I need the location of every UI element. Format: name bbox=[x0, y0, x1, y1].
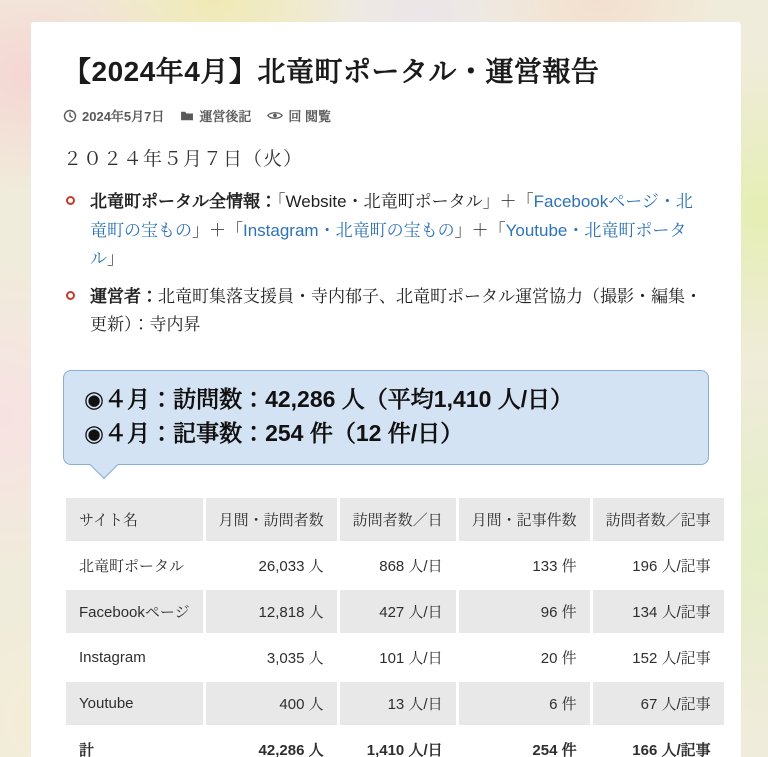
portal-info-seg1: 「Website・北竜町ポータル」＋「 bbox=[277, 192, 534, 211]
category-label: 運営後記 bbox=[199, 109, 252, 124]
table-row-facebook bbox=[66, 590, 724, 633]
callout-line-visits: ◉４月：訪問数：42,286 人（平均1,410 人/日） bbox=[84, 385, 574, 412]
table-cell: 133 件 bbox=[459, 544, 590, 587]
youtube-link[interactable]: Youtube・北竜町ポータル bbox=[90, 220, 687, 269]
post-meta bbox=[63, 106, 709, 125]
published-date-label: 2024年5月7日 bbox=[82, 109, 165, 124]
portal-info-seg2: 」＋「 bbox=[192, 220, 243, 240]
table-header-row bbox=[66, 498, 724, 541]
table-cell: 6 件 bbox=[459, 682, 590, 725]
table-cell: 20 件 bbox=[459, 636, 590, 679]
table-cell: 1,410 人/日 bbox=[340, 728, 456, 757]
list-item-portal-info bbox=[63, 188, 709, 274]
article-date-line: ２０２４年５月７日（火） bbox=[63, 149, 304, 170]
category-link[interactable] bbox=[180, 106, 251, 125]
operators-label: 運営者： bbox=[90, 286, 158, 306]
table-cell: 166 人/記事 bbox=[593, 728, 724, 757]
published-date bbox=[63, 106, 164, 125]
clock-icon bbox=[63, 109, 77, 123]
instagram-link[interactable]: Instagram・北竜町の宝もの bbox=[243, 220, 455, 240]
ring-bullet-icon bbox=[66, 196, 75, 205]
table-row-youtube bbox=[66, 682, 724, 725]
table-cell: 400 人 bbox=[206, 682, 337, 725]
table-cell: 101 人/日 bbox=[340, 636, 456, 679]
table-cell: 12,818 人 bbox=[206, 590, 337, 633]
table-cell: 3,035 人 bbox=[206, 636, 337, 679]
table-row-total bbox=[66, 728, 724, 757]
table-cell: 134 人/記事 bbox=[593, 590, 724, 633]
header-visitors-per-day: 訪問者数／日 bbox=[340, 498, 456, 541]
table-cell: 254 件 bbox=[459, 728, 590, 757]
table-row-instagram bbox=[66, 636, 724, 679]
article-card bbox=[31, 22, 741, 757]
page-title: 【2024年4月】北竜町ポータル・運営報告 bbox=[63, 56, 600, 87]
table-cell: 868 人/日 bbox=[340, 544, 456, 587]
table-row-portal bbox=[66, 544, 724, 587]
table-cell: 26,033 人 bbox=[206, 544, 337, 587]
table-cell: 42,286 人 bbox=[206, 728, 337, 757]
table-cell: 152 人/記事 bbox=[593, 636, 724, 679]
table-cell: 計 bbox=[66, 728, 203, 757]
table-cell: 北竜町ポータル bbox=[66, 544, 203, 587]
header-site-name: サイト名 bbox=[66, 498, 203, 541]
header-visitors-per-article: 訪問者数／記事 bbox=[593, 498, 724, 541]
table-cell: 96 件 bbox=[459, 590, 590, 633]
table-cell: 67 人/記事 bbox=[593, 682, 724, 725]
table-cell: Instagram bbox=[66, 636, 203, 679]
table-cell: Facebookページ bbox=[66, 590, 203, 633]
header-monthly-visitors: 月間・訪問者数 bbox=[206, 498, 337, 541]
facebook-link[interactable]: Facebookページ・北竜町の宝もの bbox=[90, 192, 693, 240]
view-count bbox=[267, 106, 331, 125]
stats-table bbox=[63, 495, 727, 757]
summary-list bbox=[63, 188, 709, 340]
callout-line-articles: ◉４月：記事数：254 件（12 件/日） bbox=[84, 420, 464, 447]
table-cell: 13 人/日 bbox=[340, 682, 456, 725]
callout-tail bbox=[90, 451, 118, 479]
portal-info-seg3: 」＋「 bbox=[454, 220, 506, 240]
portal-info-seg4: 」 bbox=[107, 249, 124, 269]
operators-text: 北竜町集落支援員・寺内郁子、北竜町ポータル運営協力（撮影・編集・更新）：寺内昇 bbox=[90, 286, 702, 335]
folder-icon bbox=[180, 109, 194, 123]
list-item-operators bbox=[63, 283, 709, 340]
monthly-summary-callout bbox=[63, 370, 709, 465]
header-monthly-articles: 月間・記事件数 bbox=[459, 498, 590, 541]
ring-bullet-icon bbox=[66, 291, 75, 300]
eye-icon bbox=[267, 110, 283, 121]
view-count-label: 回 閲覧 bbox=[288, 109, 332, 124]
table-cell: 427 人/日 bbox=[340, 590, 456, 633]
portal-info-label: 北竜町ポータル全情報： bbox=[90, 192, 277, 211]
table-cell: 196 人/記事 bbox=[593, 544, 724, 587]
table-cell: Youtube bbox=[66, 682, 203, 725]
